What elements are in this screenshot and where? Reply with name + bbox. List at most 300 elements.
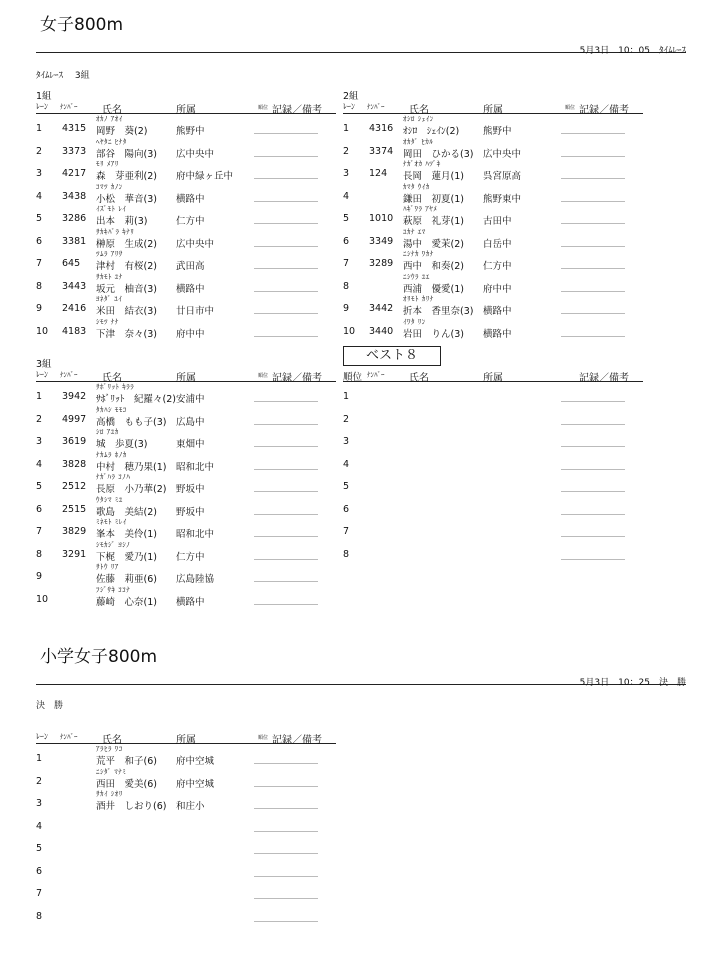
table-row: [343, 159, 643, 182]
affiliation: 古田中: [483, 216, 512, 227]
athlete-name: 中村 穂乃果(1): [96, 461, 167, 473]
bib-number: 4217: [62, 168, 87, 179]
header-name: 氏名: [102, 373, 122, 384]
lane-number: 1: [36, 123, 43, 134]
record-blank: [254, 876, 318, 877]
athlete-name: 折本 香里奈(3): [403, 306, 474, 317]
lane-number: 1: [343, 123, 350, 134]
lane-number: 2: [36, 413, 43, 425]
record-blank: [254, 763, 318, 764]
athlete-kana: ｻｶｲ ｼｵﾘ: [96, 790, 123, 798]
lane-number: 6: [343, 235, 350, 247]
lane-number: 9: [36, 571, 43, 582]
lane-number: 3: [343, 168, 350, 179]
athlete-kana: ﾐﾈﾓﾄ ﾐﾚｲ: [96, 518, 127, 526]
lane-number: 10: [343, 325, 356, 337]
bib-number: 3619: [62, 436, 87, 447]
athlete-kana: ｼﾛ ｱﾕｶ: [96, 428, 119, 436]
athlete-name: 高橋 もも子(3): [96, 416, 167, 428]
table-row: [36, 812, 336, 835]
affiliation: 仁方中: [176, 216, 205, 227]
record-blank: [561, 156, 625, 157]
table-row: [36, 137, 336, 160]
athlete-kana: ﾕｶﾅ ｴﾏ: [403, 227, 426, 236]
header-lane: 順位: [343, 372, 363, 383]
bib-number: 2515: [62, 503, 87, 515]
affiliation: 横路中: [176, 283, 205, 295]
table-row: [36, 272, 336, 295]
header-name: 氏名: [409, 373, 429, 384]
table-row: [36, 767, 336, 790]
record-blank: [254, 808, 318, 809]
bib-number: 4316: [369, 123, 394, 134]
table-row: [343, 472, 643, 495]
header-lane: ﾚｰﾝ: [36, 732, 48, 741]
athlete-kana: ｼﾓﾂ ﾅﾅ: [96, 317, 119, 326]
affiliation: 仁方中: [176, 551, 205, 563]
bib-number: 2512: [62, 481, 87, 492]
record-blank: [254, 536, 318, 537]
table-row: [36, 789, 336, 812]
athlete-name: 西中 和奏(2): [403, 261, 464, 272]
record-blank: [254, 559, 318, 560]
table-row: [36, 159, 336, 182]
record-blank: [254, 853, 318, 854]
event2-datetime: 5月3日 10：25 決 勝: [579, 678, 686, 688]
lane-number: 2: [36, 145, 43, 157]
heat-3: [36, 356, 336, 616]
bib-number: 3438: [62, 190, 87, 202]
table-row: [343, 495, 643, 518]
record-blank: [561, 291, 625, 292]
bib-number: 3349: [369, 235, 394, 247]
table-row: [36, 405, 336, 428]
header-record: 記録／備考: [272, 373, 322, 384]
athlete-name: 部谷 陽向(3): [96, 148, 157, 160]
record-blank: [254, 201, 318, 202]
athlete-name: 峯本 美伶(1): [96, 529, 157, 540]
athlete-kana: ﾍﾔﾀﾆ ﾋﾅﾀ: [96, 137, 127, 146]
lane-number: 8: [343, 548, 350, 560]
table-row: [36, 472, 336, 495]
table-row: [36, 562, 336, 585]
table-row: [343, 427, 643, 450]
lane-number: 4: [343, 458, 350, 470]
athlete-kana: ﾅｶﾞﾊﾗ ｺﾉﾊ: [96, 473, 131, 481]
athlete-name: 森 芽亜利(2): [96, 171, 157, 182]
lane-number: 7: [343, 526, 350, 537]
table-row: [36, 450, 336, 473]
athlete-name: 津村 有桜(2): [96, 261, 157, 272]
record-blank: [254, 446, 318, 447]
header-affiliation: 所属: [176, 735, 196, 746]
event-datetime: 5月3日 10：05 ﾀｲﾑﾚｰｽ: [579, 46, 686, 56]
affiliation: 府中緑ヶ丘中: [176, 171, 234, 182]
affiliation: 昭和北中: [176, 461, 215, 473]
athlete-kana: ﾅｶﾑﾗ ﾎﾉｶ: [96, 450, 127, 459]
lane-number: 5: [36, 843, 43, 854]
record-blank: [254, 291, 318, 292]
affiliation: 府中空城: [176, 778, 215, 790]
affiliation: 広島陸協: [176, 574, 215, 585]
table-row: [343, 405, 643, 428]
heat-label: 1組: [36, 91, 52, 102]
athlete-name: 佐藤 莉亜(6): [96, 574, 157, 585]
affiliation: 白岳中: [483, 238, 512, 250]
athlete-name: 米田 結衣(3): [96, 306, 157, 317]
header-name: 氏名: [102, 735, 122, 746]
athlete-kana: ｺﾏﾂ ｶﾉﾝ: [96, 182, 123, 191]
affiliation: 熊野中: [483, 126, 512, 137]
athlete-kana: ｻﾎﾞﾘｯﾄ ｷﾗﾗ: [96, 383, 135, 391]
header-record: 記録／備考: [579, 373, 629, 384]
header-name: 氏名: [102, 105, 122, 116]
table-row: [36, 427, 336, 450]
header-number: ﾅﾝﾊﾞｰ: [60, 103, 78, 111]
record-blank: [254, 491, 318, 492]
table-row: [36, 317, 336, 340]
record-blank: [254, 604, 318, 605]
header-rank: 順位: [258, 373, 269, 379]
record-blank: [254, 831, 318, 832]
bib-number: 3829: [62, 526, 87, 537]
bib-number: 3443: [62, 280, 87, 292]
bib-number: 1010: [369, 213, 394, 224]
athlete-name: 酒井 しおり(6): [96, 801, 167, 812]
table-row: [36, 182, 336, 205]
affiliation: 広中央中: [176, 148, 215, 160]
athlete-kana: ｻｶﾓﾄ ﾕﾅ: [96, 272, 123, 281]
lane-number: 3: [36, 168, 43, 179]
record-blank: [561, 514, 625, 515]
lane-number: 8: [343, 280, 350, 292]
bib-number: 3440: [369, 325, 394, 337]
table-row: [343, 272, 643, 295]
event-subtitle: ﾀｲﾑﾚｰｽ 3組: [36, 71, 90, 81]
heat-2: [343, 88, 643, 348]
record-blank: [254, 246, 318, 247]
affiliation: 東畑中: [176, 439, 205, 450]
affiliation: 廿日市中: [176, 306, 215, 317]
lane-number: 9: [36, 303, 43, 314]
record-blank: [561, 446, 625, 447]
header-record: 記録／備考: [579, 105, 629, 116]
lane-number: 3: [343, 436, 350, 447]
athlete-name: 萩原 礼芽(1): [403, 216, 464, 227]
table-row: [36, 227, 336, 250]
affiliation: 府中中: [176, 328, 205, 340]
athlete-kana: ﾓﾘ ﾒｱﾘ: [96, 160, 119, 168]
athlete-kana: ｵｶﾉ ｱｵｲ: [96, 115, 123, 123]
record-blank: [561, 401, 625, 402]
lane-number: 3: [36, 436, 43, 447]
record-blank: [254, 268, 318, 269]
athlete-name: 藤崎 心奈(1): [96, 596, 157, 608]
lane-number: 6: [36, 503, 43, 515]
bib-number: 3373: [62, 145, 87, 157]
table-row: [36, 540, 336, 563]
lane-number: 2: [343, 145, 350, 157]
athlete-name: 荒平 和子(6): [96, 756, 157, 767]
affiliation: 横路中: [483, 306, 512, 317]
lane-number: 1: [36, 391, 43, 402]
lane-number: 3: [36, 798, 43, 809]
athlete-kana: ｻｶｷﾊﾞﾗ ｷﾅﾘ: [96, 227, 135, 236]
record-blank: [561, 268, 625, 269]
table-row: [343, 137, 643, 160]
header-number: ﾅﾝﾊﾞｰ: [60, 371, 78, 379]
record-blank: [561, 313, 625, 314]
final-table: [36, 718, 336, 938]
athlete-kana: ﾀｶﾊｼ ﾓﾓｺ: [96, 405, 127, 414]
record-blank: [561, 424, 625, 425]
record-blank: [561, 336, 625, 337]
athlete-name: 鎌田 初夏(1): [403, 193, 464, 205]
lane-number: 1: [36, 753, 43, 764]
table-header: [36, 730, 336, 744]
record-blank: [254, 313, 318, 314]
affiliation: 府中空城: [176, 756, 215, 767]
athlete-kana: ｵｼﾛ ｼｪｲﾝ: [403, 115, 434, 123]
affiliation: 仁方中: [483, 261, 512, 272]
athlete-name: 西浦 優愛(1): [403, 283, 464, 295]
athlete-name: ｻﾎﾞﾘｯﾄ 紀羅々(2): [96, 394, 176, 405]
table-row: [36, 834, 336, 857]
table-row: [36, 495, 336, 518]
athlete-name: 下梶 愛乃(1): [96, 551, 157, 563]
athlete-kana: ｵｶﾀﾞ ﾋｶﾙ: [403, 137, 434, 146]
affiliation: 和庄小: [176, 801, 205, 812]
table-row: [343, 249, 643, 272]
athlete-kana: ﾆｼﾅｶ ﾜｶﾅ: [403, 250, 434, 258]
athlete-kana: ｲﾜﾀ ﾘﾝ: [403, 317, 426, 326]
header-record: 記録／備考: [272, 735, 322, 746]
affiliation: 横路中: [176, 596, 205, 608]
record-blank: [254, 786, 318, 787]
table-row: [36, 114, 336, 137]
bib-number: 645: [62, 258, 81, 269]
lane-number: 10: [36, 593, 49, 605]
header-rank: 順位: [565, 105, 576, 111]
lane-number: 4: [36, 190, 43, 202]
table-row: [343, 182, 643, 205]
athlete-name: 坂元 柚音(3): [96, 283, 157, 295]
table-row: [36, 382, 336, 405]
record-blank: [254, 581, 318, 582]
header-rank: 順位: [258, 735, 269, 741]
header-number: ﾅﾝﾊﾞｰ: [367, 103, 385, 111]
athlete-name: 下津 奈々(3): [96, 328, 157, 340]
affiliation: 府中中: [483, 283, 512, 295]
table-row: [343, 114, 643, 137]
bib-number: 3374: [369, 145, 394, 157]
athlete-kana: ﾌｼﾞｻｷ ｺｺﾅ: [96, 585, 131, 594]
lane-number: 8: [36, 910, 43, 922]
table-row: [343, 517, 643, 540]
event-title: 女子800m: [40, 15, 124, 35]
event2-title: 小学女子800m: [40, 647, 158, 667]
athlete-kana: ｵﾘﾓﾄ ｶﾘﾅ: [403, 295, 434, 303]
athlete-kana: ﾅｶﾞｵｶ ﾊﾂﾞｷ: [403, 160, 441, 168]
table-row: [343, 204, 643, 227]
header-affiliation: 所属: [176, 105, 196, 116]
table-row: [343, 227, 643, 250]
record-blank: [561, 536, 625, 537]
affiliation: 武田高: [176, 261, 205, 272]
athlete-name: 岩田 りん(3): [403, 328, 464, 340]
athlete-kana: ﾊｷﾞﾜﾗ ｱﾔﾒ: [403, 205, 438, 213]
lane-number: 5: [343, 213, 350, 224]
affiliation: 熊野東中: [483, 193, 522, 205]
bib-number: 3942: [62, 391, 87, 402]
table-row: [36, 902, 336, 925]
bib-number: 3381: [62, 235, 87, 247]
athlete-kana: ﾆｼﾀﾞ ﾏﾅﾐ: [96, 767, 127, 776]
lane-number: 2: [36, 775, 43, 787]
athlete-name: ｵｼﾛ ｼｪｲﾝ(2): [403, 126, 460, 137]
lane-number: 6: [36, 235, 43, 247]
athlete-kana: ﾂﾑﾗ ｱﾘｻ: [96, 250, 123, 258]
final-label: 決 勝: [36, 701, 64, 711]
table-row: [36, 744, 336, 767]
record-blank: [254, 424, 318, 425]
athlete-name: 城 歩夏(3): [96, 439, 148, 450]
table-header: [343, 368, 643, 382]
record-blank: [561, 559, 625, 560]
lane-number: 1: [343, 391, 350, 402]
bib-number: 3291: [62, 548, 87, 560]
athlete-kana: ｶﾏﾀ ｳｲｶ: [403, 182, 430, 191]
table-row: [343, 382, 643, 405]
athlete-kana: ﾖﾈﾀﾞ ﾕｲ: [96, 295, 123, 303]
affiliation: 野坂中: [176, 484, 205, 495]
table-row: [36, 249, 336, 272]
table-header: [36, 368, 336, 382]
athlete-name: 歌島 美結(2): [96, 506, 157, 518]
record-blank: [561, 178, 625, 179]
bib-number: 4997: [62, 413, 87, 425]
record-blank: [561, 223, 625, 224]
header-number: ﾅﾝﾊﾞｰ: [367, 371, 385, 379]
athlete-kana: ｱﾗﾋﾗ ﾜｺ: [96, 745, 123, 753]
table-row: [36, 294, 336, 317]
lane-number: 2: [343, 413, 350, 425]
table-row: [36, 517, 336, 540]
header-rank: 順位: [258, 105, 269, 111]
lane-number: 10: [36, 325, 49, 337]
table-row: [343, 450, 643, 473]
bib-number: 4315: [62, 123, 87, 134]
bib-number: 124: [369, 168, 388, 179]
athlete-kana: ｻﾄｳ ﾘｱ: [96, 563, 119, 571]
table-row: [36, 879, 336, 902]
athlete-name: 岡田 ひかる(3): [403, 148, 474, 160]
record-blank: [561, 201, 625, 202]
lane-number: 7: [36, 888, 43, 899]
record-blank: [561, 469, 625, 470]
record-blank: [561, 133, 625, 134]
heat-label: 2組: [343, 91, 359, 102]
lane-number: 7: [36, 258, 43, 269]
bib-number: 3289: [369, 258, 394, 269]
bib-number: 3828: [62, 458, 87, 470]
lane-number: 5: [36, 213, 43, 224]
lane-number: 4: [343, 190, 350, 202]
lane-number: 5: [36, 481, 43, 492]
header-record: 記録／備考: [272, 105, 322, 116]
athlete-name: 出本 莉(3): [96, 216, 148, 227]
athlete-name: 湯中 愛茉(2): [403, 238, 464, 250]
lane-number: 4: [36, 458, 43, 470]
record-blank: [561, 491, 625, 492]
lane-number: 4: [36, 820, 43, 832]
table-header: [343, 100, 643, 114]
heat-1: [36, 88, 336, 348]
athlete-kana: ﾆｼｳﾗ ﾕｴ: [403, 272, 430, 281]
record-blank: [254, 133, 318, 134]
athlete-name: 西田 愛美(6): [96, 778, 157, 790]
affiliation: 横路中: [176, 193, 205, 205]
header-lane: ﾚｰﾝ: [36, 102, 48, 111]
header-number: ﾅﾝﾊﾞｰ: [60, 733, 78, 741]
lane-number: 8: [36, 280, 43, 292]
affiliation: 呉宮原高: [483, 171, 522, 182]
affiliation: 広島中: [176, 416, 205, 428]
bib-number: 4183: [62, 325, 87, 337]
record-blank: [254, 921, 318, 922]
table-row: [343, 540, 643, 563]
affiliation: 熊野中: [176, 126, 205, 137]
header-affiliation: 所属: [483, 105, 503, 116]
header-lane: ﾚｰﾝ: [36, 370, 48, 379]
athlete-kana: ｳﾀｼﾏ ﾐﾕ: [96, 495, 123, 504]
athlete-name: 長岡 蓮月(1): [403, 171, 464, 182]
lane-number: 6: [343, 503, 350, 515]
lane-number: 6: [36, 865, 43, 877]
affiliation: 広中央中: [176, 238, 215, 250]
table-row: [36, 204, 336, 227]
affiliation: 広中央中: [483, 148, 522, 160]
lane-number: 5: [343, 481, 350, 492]
affiliation: 野坂中: [176, 506, 205, 518]
best8-table: [343, 356, 643, 586]
heat-label: 3組: [36, 359, 52, 370]
bib-number: 2416: [62, 303, 87, 314]
record-blank: [561, 246, 625, 247]
lane-number: 8: [36, 548, 43, 560]
bib-number: 3442: [369, 303, 394, 314]
record-blank: [254, 336, 318, 337]
affiliation: 昭和北中: [176, 529, 215, 540]
lane-number: 7: [36, 526, 43, 537]
header-affiliation: 所属: [176, 373, 196, 384]
lane-number: 9: [343, 303, 350, 314]
table-row: [343, 317, 643, 340]
table-header: [36, 100, 336, 114]
record-blank: [254, 223, 318, 224]
athlete-name: 岡野 葵(2): [96, 126, 148, 137]
table-row: [36, 857, 336, 880]
record-blank: [254, 156, 318, 157]
record-blank: [254, 514, 318, 515]
athlete-name: 長原 小乃華(2): [96, 484, 167, 495]
affiliation: 横路中: [483, 328, 512, 340]
athlete-name: 榊原 生成(2): [96, 238, 157, 250]
record-blank: [254, 469, 318, 470]
header-lane: ﾚｰﾝ: [343, 102, 355, 111]
athlete-kana: ｲｽﾞﾓﾄ ﾚｲ: [96, 205, 127, 213]
affiliation: 安浦中: [176, 394, 205, 405]
